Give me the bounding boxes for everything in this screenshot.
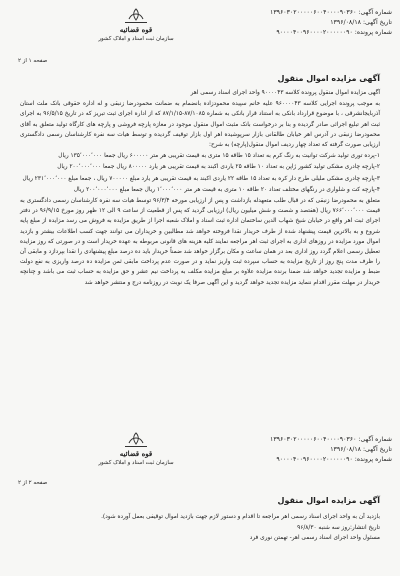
notice-date: تاریخ آگهی: ۱۳۹۶/۰۸/۱۸	[330, 19, 392, 26]
notice-date: تاریخ آگهی: ۱۳۹۶/۰۸/۱۸	[330, 446, 392, 453]
logo-title: قوه قضائیه	[119, 449, 153, 458]
registry-logo	[96, 432, 176, 472]
notice-body	[20, 88, 380, 289]
emblem-icon	[125, 432, 147, 447]
logo-subtitle: سازمان ثبت اسناد و املاک کشور	[98, 460, 174, 466]
page-number: صفحه ۱ از ۲	[18, 58, 48, 64]
logo-title: قوه قضائیه	[119, 25, 153, 34]
registry-logo	[96, 8, 176, 48]
notice-number: شماره آگهی: ۱۳۹۶۰۳۰۲۰۰۰۰۰۶۰۰۴۰۰۰۰۹۰۳۶۰	[270, 9, 392, 16]
paragraph: آگهی مزایده اموال منقول پرونده کلاسه ۹۰۰۰۰۴۳ واحد اجرای اسناد رسمی اهر	[190, 90, 380, 96]
notice-title: آگهی مزایده اموال منقول	[277, 74, 380, 83]
notice-title: آگهی مزایده اموال منقول	[277, 496, 380, 505]
paragraph: ۳-پارچه چادری مشکی ملیلی طرح دار کره به تعداد ۱۵ طاقه ۲۲ یاردی اکبند به قیمت تقریبی هر یارد مبلغ ۷۰۰۰۰۰ ریال ، جمعا مبلغ ۲۳۱٬۰۰۰٬۰۰۰ ریال	[22, 175, 380, 182]
case-number: شماره پرونده: ۹۰۰۰۰۴۰۰۹۶۰۰۰۰۲۰۰۰۰۰۰۹۰	[276, 456, 392, 463]
notice-body	[20, 512, 380, 544]
emblem-icon	[125, 8, 147, 23]
paragraph: به موجب پرونده اجرایی کلاسه ۹۶۰۰۰۰۴۳ علیه خانم سپیده محمودزاده بانضمام به ضمانت محمودرضا زنبقی و له اداره حقوقی بانک ملت استان آذربایجانشرقی ، با موضوع قرارداد بانکی به استناد قرار بانکی به شماره ۸۷/۱۰۸۵-۸۷/۱/۱۵ که از اداره اجرای ثبت تبریز که در تاریخ ۹۶/۵/۱۵ به اجرای ثبت اهر تبلیغ اجرائی صادر گردیده و بنا بر درخواست بانک مثبت اموال منقول موجود در مغازه پارچه فروشی و پارچه های کارگاه تولید متعلق به آقای محمودرضا زنبقی در آدرس اهر خیابان طالقانی بازار سرپوشیده اهر اول بازار توقیف گردیده و توسط هیات سه نفره کارشناسان رسمی دادگستری ارزیابی صورت گرفته که تعداد چهار ردیف اموال منقول(پارچه) به شرح:	[20, 101, 380, 149]
paragraph: بازدید آن به واحد اجرای اسناد رسمی اهر مراجعه تا اقدام و دستور لازم جهت بازدید اموال توقیفی بعمل آورده شود).	[101, 514, 380, 520]
logo-subtitle: سازمان ثبت اسناد و املاک کشور	[98, 36, 174, 42]
signatory: مسئول واحد اجرای اسناد رسمی اهر- تهمتن نوری فرد	[249, 535, 380, 541]
notice1-metadata	[192, 8, 392, 38]
paragraph: ۱-پرده توری تولید شرکت توانیت به رنگ کرم به تعداد ۱۵ طاقه ۱۵ متری به قیمت تقریبی هر متر ۶۰۰۰۰۰ ریال جمعا ۱۳۵٬۰۰۰٬۰۰۰ ریال	[58, 153, 380, 160]
case-number: شماره پرونده: ۹۰۰۰۰۴۰۰۹۶۰۰۰۰۲۰۰۰۰۰۰۹۰	[276, 29, 392, 36]
notice-number: شماره آگهی: ۱۳۹۶۰۳۰۲۰۰۰۰۰۶۰۰۴۰۰۰۰۹۰۳۶۰	[270, 436, 392, 443]
paragraph: متعلق به محمودرضا زنبقی که در قبال طلب متعهدله بازداشت و پس از ارزیابی مورخه ۹۶/۳/۴ توسط هیات سه نفره کارشناسان رسمی دادگستری به قیمت ۷۶۶٬۰۰۰٬۰۰۰ ریال (هفتصد و شصت و شش میلیون ریال) ارزیابی گردید که پس از قطعیت از ساعت ۹ الی ۱۲ ظهر روز مورخ ۹۶/۹/۱۵ در دفتر اجرای ثبت اهر واقع در خیابان شیخ شهاب الدین ساختمان اداره ثبت اسناد و املاک شعبه اجرا از طریق مزایده به فروش می رسد مزایده از مبلغ پایه شروع و به بالاترین قیمت پیشنهاد شده از طرف خریدار نقدا فروخته خواهد شد مطالبین و خریداران می توانند جهت کسب اطلاعات بیشتر و بازدید اموال مورد مزایده در روزهای اداری به اجرای ثبت اهر مراجعه نمایند کلیه هزینه های قانونی مربوطه به عهده خریدار است و در صورتی که روز مزایده تعطیل رسمی اعلام گردد روز اداری بعد در همان ساعت و مکان برگزار خواهد شد ضمناً خریدار باید ده درصد مبلغ پیشنهادی را نقدا بپردازد و مابقی آن را ظرف مدت پنج روز از تاریخ مزایده به حساب سپرده ثبت واریز نماید و در صورت عدم پرداخت مابقی ثمن مزایده ده درصد واریزی به نفع دولت ضبط و مزایده تجدید خواهد شد ضمنا برنده مزایده علاوه بر مبلغ مزایده مکلف به پرداخت نیم عشر و حق مزایده به حساب ثبت می باشد و چنانچه خریدار در مهلت مقرر اقدام ننماید مزایده تجدید خواهد گردید و این آگهی صرفا یک نوبت در روزنامه درج و منتشر خواهد شد	[20, 198, 380, 286]
paragraph: ۴-پارچه کت و شلواری در رنگهای مختلف تعداد ۲۰ طاقه ۱۰ متری به قیمت هر متر ۱٬۰۰۰٬۰۰۰ ریال جمعا مبلغ ۲۰۰٬۰۰۰٬۰۰۰ ریال	[73, 186, 380, 193]
paragraph: ۲-پارچه چادری مشکی تولید کشور ژاپن به تعداد ۱۰ طاقه ۲۵ یاردی اکبند به قیمت تقریبی هر یارد ۸۰۰۰۰۰ ریال جمعا ۲۰۰٬۰۰۰٬۰۰۰ ریال	[57, 164, 380, 171]
publication-date: تاریخ انتشار:روز سه شنبه ۹۶/۸/۳۰	[297, 524, 380, 531]
page-number: صفحه ۲ از ۲	[18, 480, 48, 486]
notice2-metadata	[192, 435, 392, 465]
